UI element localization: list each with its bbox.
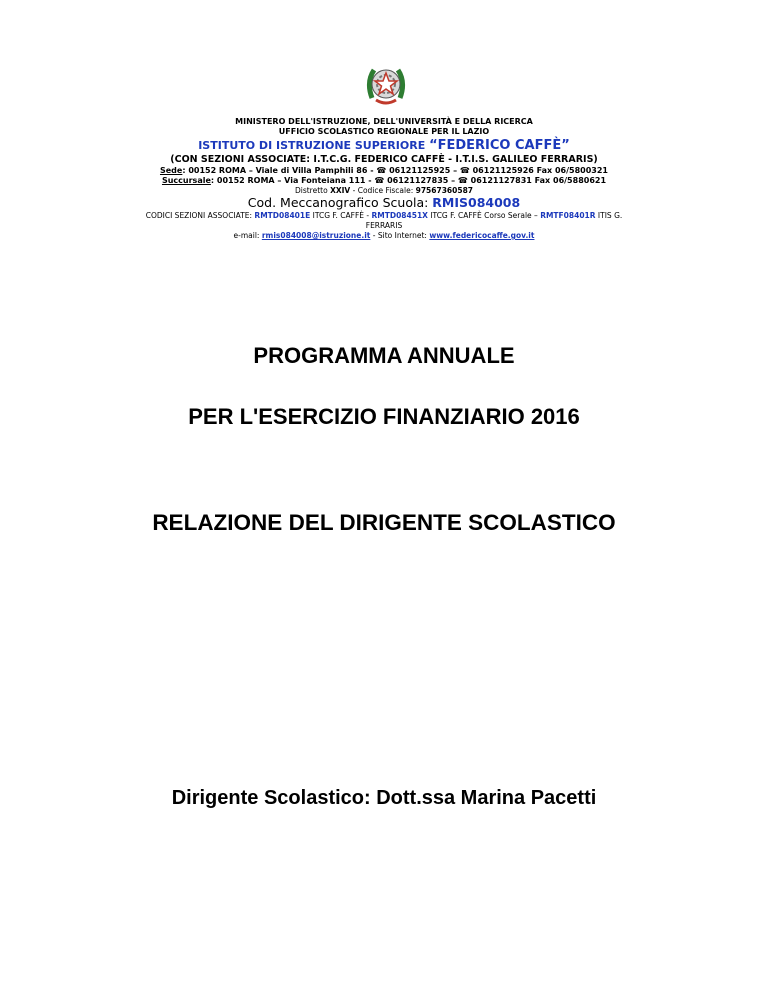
document-title: PROGRAMMA ANNUALE	[253, 343, 515, 368]
sede-label: Sede	[159, 166, 183, 175]
school-code: RMIS084008	[432, 195, 521, 210]
succursale-text: : 00152 ROMA – Via Fonteiana 111 - ☎ 06121127835 – ☎ 06121127831 Fax 06/5880621	[210, 176, 607, 185]
italian-republic-emblem-icon	[364, 60, 408, 110]
contact-line	[0, 231, 768, 240]
report-heading: RELAZIONE DEL DIRIGENTE SCOLASTICO	[152, 510, 616, 535]
document-subtitle: PER L'ESERCIZIO FINANZIARIO 2016	[188, 404, 580, 429]
distretto-label: Distretto	[294, 186, 328, 195]
website-link[interactable]: www.federicocaffe.gov.it	[429, 231, 535, 240]
section-code-3: RMTF08401R	[540, 211, 596, 220]
email-label: e-mail:	[233, 231, 262, 240]
section-code-2: RMTD08451X	[371, 211, 428, 220]
institute-prefix: ISTITUTO DI ISTRUZIONE SUPERIORE	[198, 139, 426, 152]
district-fiscal-line	[0, 186, 768, 195]
associated-codes-line	[0, 211, 768, 220]
associated-sections-line: (CON SEZIONI ASSOCIATE: I.T.C.G. FEDERICO CAFFÈ - I.T.I.S. GALILEO FERRARIS)	[170, 154, 598, 165]
codes-prefix: CODICI SEZIONI ASSOCIATE:	[145, 211, 255, 220]
regional-office-line: UFFICIO SCOLASTICO REGIONALE PER IL LAZIO	[278, 127, 490, 136]
school-code-label: Cod. Meccanografico Scuola:	[247, 195, 433, 210]
email-link[interactable]: rmis084008@istruzione.it	[261, 231, 371, 240]
sede-text: : 00152 ROMA – Viale di Villa Pamphili 86 - ☎ 06121125925 – ☎ 06121125926 Fax 06/5800321	[182, 166, 608, 175]
site-label: - Sito Internet:	[370, 231, 430, 240]
signature-line: Dirigente Scolastico: Dott.ssa Marina Pacetti	[171, 787, 597, 809]
section-code-2-desc: ITCG F. CAFFÈ Corso Serale –	[427, 211, 541, 220]
institute-name: “FEDERICO CAFFÈ”	[429, 138, 570, 153]
section-code-3-desc: ITIS G.	[595, 211, 623, 220]
succursale-label: Succursale	[161, 176, 211, 185]
associated-codes-continuation: FERRARIS	[365, 221, 403, 230]
sede-address-line	[0, 166, 768, 175]
section-code-1: RMTD08401E	[254, 211, 311, 220]
section-code-1-desc: ITCG F. CAFFÈ -	[310, 211, 372, 220]
ministry-line: MINISTERO DELL'ISTRUZIONE, DELL'UNIVERSITÀ E DELLA RICERCA	[235, 117, 533, 126]
institute-name-line	[0, 138, 768, 153]
succursale-address-line	[0, 176, 768, 185]
school-code-line	[0, 195, 768, 210]
fiscal-label: - Codice Fiscale:	[350, 186, 416, 195]
fiscal-code: 97567360587	[415, 186, 474, 195]
distretto-value: XXIV	[330, 186, 351, 195]
